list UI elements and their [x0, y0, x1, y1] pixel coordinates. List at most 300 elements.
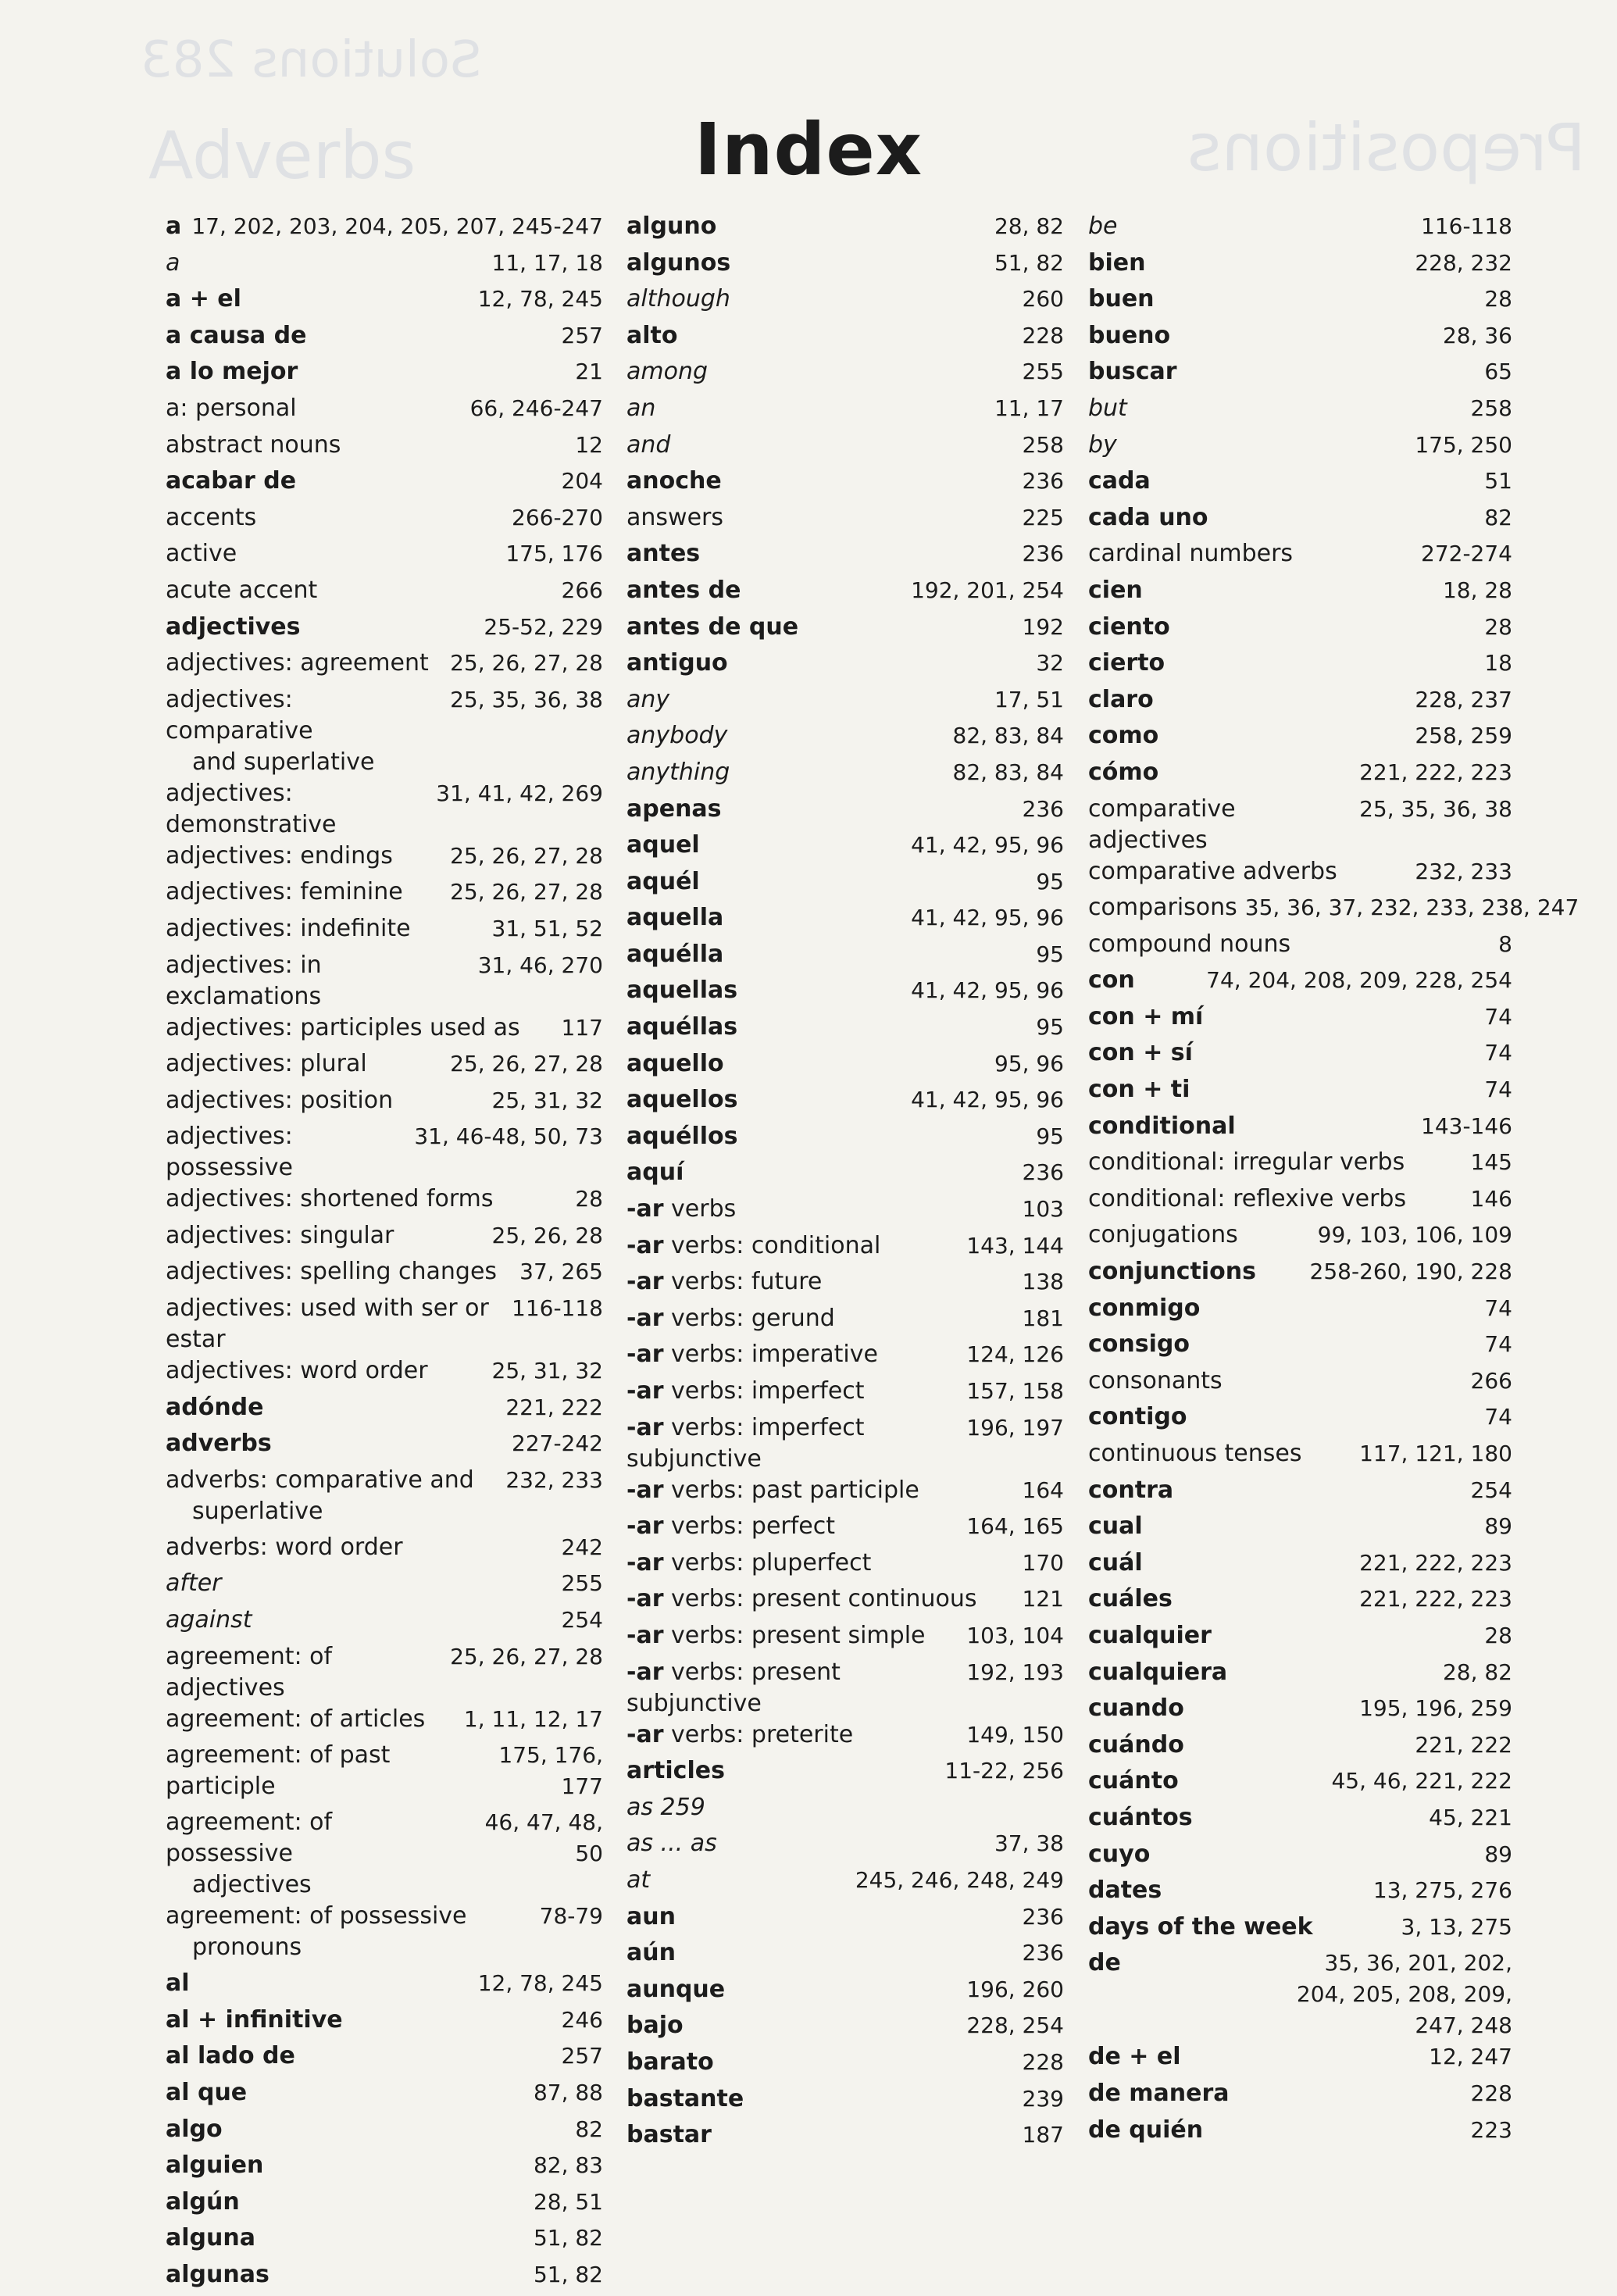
index-term-text: al + infinitive — [166, 2005, 343, 2034]
index-term-text: aquello — [626, 1049, 724, 1077]
index-page-numbers: 116-118 — [1421, 213, 1512, 239]
index-term-text: an — [626, 394, 656, 422]
index-entry — [1088, 430, 1512, 466]
index-entry — [166, 1256, 603, 1293]
index-page-numbers: 25, 26, 27, 28 — [450, 650, 603, 677]
index-page-numbers: 31, 41, 42, 269 — [436, 780, 603, 806]
index-term — [1088, 2078, 1237, 2109]
index-entry — [1088, 320, 1512, 357]
index-term-text: aquella — [626, 904, 724, 932]
index-term — [166, 1355, 436, 1387]
index-entry — [166, 913, 603, 950]
index-term — [626, 1157, 691, 1188]
index-term — [626, 648, 736, 679]
index-term-text: verbs: imperfect — [663, 1377, 865, 1405]
index-entry — [166, 1184, 603, 1220]
index-entry — [1088, 1693, 1512, 1730]
index-entry — [1088, 1002, 1512, 1038]
index-entry — [166, 284, 603, 320]
index-entry — [626, 1901, 1064, 1938]
index-term — [166, 1256, 505, 1287]
index-term — [1088, 648, 1173, 679]
verb-ending-prefix: -ar — [626, 1621, 664, 1649]
index-entry — [1088, 1657, 1512, 1694]
index-term-text: cien — [1088, 576, 1143, 604]
index-term-text: al lado de — [166, 2042, 295, 2070]
index-entry — [1088, 1256, 1512, 1293]
verb-ending-prefix: -ar — [626, 1231, 664, 1259]
index-term-text: conditional: reflexive verbs — [1088, 1184, 1407, 1212]
index-page-numbers: 175, 176 — [505, 541, 603, 567]
index-entry — [626, 1121, 1064, 1158]
index-page-numbers: 204 — [561, 468, 603, 495]
index-term-text: a causa de — [166, 321, 307, 349]
verb-ending-prefix: -ar — [626, 1413, 664, 1441]
index-page-numbers: 99, 103, 106, 109 — [1317, 1222, 1512, 1248]
index-term — [626, 211, 724, 242]
index-term-text: agreement: of possessive — [166, 1902, 467, 1930]
index-page-numbers: 25-52, 229 — [484, 613, 603, 640]
index-entry — [626, 794, 1064, 830]
index-entry — [1088, 2041, 1512, 2078]
index-term — [1088, 1293, 1208, 1324]
index-entry — [1088, 466, 1512, 502]
index-entry — [626, 1828, 1064, 1865]
index-term — [166, 841, 401, 872]
index-page-numbers: 35, 36, 201, 202, 204, 205, 208, 209, 247, 248 — [1296, 1950, 1512, 2039]
index-page-numbers: 236 — [1022, 541, 1064, 567]
index-term-text: cuándo — [1088, 1730, 1184, 1759]
index-term — [1088, 856, 1345, 887]
index-page-numbers: 28 — [1484, 613, 1512, 640]
index-term-text: cada — [1088, 467, 1151, 495]
verb-ending-prefix: -ar — [626, 1476, 664, 1504]
index-entry — [1088, 356, 1512, 393]
index-term-text: claro — [1088, 685, 1154, 713]
index-term — [166, 950, 478, 1012]
index-term-text: verbs: conditional — [663, 1231, 881, 1259]
index-page-numbers: 28 — [1484, 286, 1512, 312]
index-term-text: adjectives — [166, 612, 301, 641]
index-page-numbers: 46, 47, 48, 50 — [484, 1809, 603, 1867]
index-term — [166, 1121, 414, 1184]
index-entry — [166, 2041, 603, 2077]
index-term-text: verbs: past participle — [663, 1476, 919, 1504]
index-term — [626, 1937, 684, 1969]
index-page-numbers: 254 — [561, 1607, 603, 1634]
index-term — [166, 284, 249, 315]
index-entry — [166, 2259, 603, 2296]
index-term — [626, 902, 731, 934]
index-term — [166, 2114, 230, 2145]
index-entry — [1088, 2078, 1512, 2115]
index-term-text: agreement: of articles — [166, 1705, 426, 1733]
index-page-numbers: 74 — [1484, 1404, 1512, 1430]
index-term — [166, 2259, 277, 2291]
index-term-text: cuánto — [1088, 1767, 1179, 1795]
page-title: Index — [694, 108, 923, 191]
index-entry — [626, 393, 1064, 430]
index-entry — [626, 1012, 1064, 1048]
index-entry — [1088, 794, 1512, 856]
index-entry — [626, 648, 1064, 684]
index-term-text: aunque — [626, 1975, 726, 2003]
index-term — [166, 1740, 470, 1802]
index-page-numbers: 236 — [1022, 468, 1064, 495]
index-column-2 — [626, 211, 1064, 2156]
index-page-numbers: 12, 78, 245 — [477, 1970, 603, 1997]
index-page-numbers: 41, 42, 95, 96 — [911, 905, 1064, 931]
index-page-numbers: 51, 82 — [533, 2225, 603, 2251]
index-term — [1088, 929, 1298, 960]
index-entry — [1088, 1037, 1512, 1074]
index-term — [166, 1807, 462, 1901]
index-term — [626, 248, 738, 279]
index-term — [1088, 1329, 1198, 1360]
index-page-numbers: 192, 193 — [966, 1659, 1064, 1685]
index-term-text: answers — [626, 503, 723, 531]
index-term — [1088, 356, 1185, 387]
index-term-text: conditional — [1088, 1112, 1236, 1140]
index-page-numbers: 13, 275, 276 — [1372, 1877, 1512, 1904]
index-entry — [166, 320, 603, 357]
index-page-numbers: 95, 96 — [994, 1050, 1064, 1077]
index-entry — [626, 1339, 1064, 1376]
index-term — [626, 1412, 966, 1475]
index-entry — [626, 430, 1064, 466]
index-entry — [166, 1048, 603, 1085]
index-term — [626, 720, 735, 752]
index-term — [166, 575, 325, 606]
index-term-text: verbs: imperfect subjunctive — [626, 1413, 865, 1473]
index-term — [626, 1012, 745, 1043]
index-page-numbers: 272-274 — [1421, 541, 1512, 567]
index-entry — [626, 1230, 1064, 1267]
index-page-numbers: 28, 51 — [533, 2188, 603, 2215]
index-term-text: a — [166, 248, 180, 277]
index-term-text: agreement: of past participle — [166, 1741, 391, 1801]
index-term — [626, 1792, 713, 1823]
index-page-numbers: 143-146 — [1421, 1112, 1512, 1139]
index-page-numbers: 25, 26, 27, 28 — [450, 842, 603, 869]
index-term — [626, 1266, 830, 1298]
index-term-text: conditional: irregular verbs — [1088, 1148, 1405, 1177]
index-entry — [626, 1584, 1064, 1620]
index-entry — [626, 975, 1064, 1012]
index-term-text: as ... as — [626, 1830, 717, 1858]
index-term-text: agreement: of possessive — [166, 1809, 333, 1868]
index-term — [1088, 1875, 1169, 1906]
index-term — [1088, 1475, 1181, 1506]
index-page-numbers: 143, 144 — [966, 1232, 1064, 1259]
index-term — [626, 1303, 843, 1334]
index-column-3 — [1088, 211, 1580, 2151]
index-term-text: alguno — [626, 212, 717, 240]
index-term-text: con + sí — [1088, 1039, 1193, 1067]
index-term-text: consonants — [1088, 1366, 1223, 1394]
index-term — [626, 320, 685, 352]
index-term-text: conjunctions — [1088, 1258, 1256, 1286]
index-page-numbers: 74, 204, 208, 209, 228, 254 — [1206, 967, 1512, 994]
index-page-numbers: 35, 36, 37, 232, 233, 238, 247 — [1244, 894, 1580, 921]
index-term — [1088, 1912, 1321, 1943]
index-page-numbers: 175, 250 — [1415, 431, 1512, 458]
index-term — [166, 1605, 260, 1636]
index-term — [166, 913, 419, 944]
index-term-text: algún — [166, 2187, 240, 2216]
verb-ending-prefix: -ar — [626, 1720, 664, 1748]
index-entry — [166, 1293, 603, 1355]
index-page-numbers: 25, 31, 32 — [491, 1087, 603, 1113]
index-term-text: apenas — [626, 794, 722, 823]
index-term — [1088, 502, 1216, 534]
index-term — [626, 1230, 888, 1262]
index-page-numbers: 82 — [575, 2116, 603, 2142]
index-page-numbers: 221, 222, 223 — [1359, 1586, 1512, 1612]
index-term-continuation: adjectives — [192, 1871, 312, 1899]
index-term-text: aquélla — [626, 940, 724, 968]
index-entry — [1088, 1620, 1512, 1657]
index-page-numbers: 239 — [1022, 2085, 1064, 2112]
index-term-text: verbs: present simple — [663, 1621, 926, 1649]
index-entry — [626, 902, 1064, 939]
index-term-text: days of the week — [1088, 1912, 1313, 1941]
index-entry — [1088, 1548, 1512, 1584]
index-page-numbers: 28, 36 — [1442, 322, 1512, 348]
index-entry — [626, 612, 1064, 648]
index-entry — [166, 211, 603, 248]
index-page-numbers: 1, 11, 12, 17 — [463, 1705, 603, 1732]
index-term — [626, 1974, 733, 2005]
index-term — [166, 466, 304, 497]
index-term — [1088, 684, 1162, 716]
index-term-continuation: and superlative — [192, 748, 375, 776]
index-page-numbers: 28 — [1484, 1622, 1512, 1648]
index-entry — [626, 466, 1064, 502]
index-term-text: acute accent — [166, 576, 318, 604]
index-page-numbers: 12, 247 — [1429, 2044, 1512, 2070]
index-term-text: adverbs: word order — [166, 1533, 403, 1561]
index-page-numbers: 196, 260 — [966, 1976, 1064, 2002]
index-term — [166, 648, 437, 679]
index-page-numbers: 146 — [1470, 1185, 1512, 1212]
index-entry — [166, 841, 603, 877]
index-term-text: anything — [626, 758, 730, 786]
index-term-text: buen — [1088, 285, 1155, 313]
index-entry — [1088, 502, 1512, 539]
index-page-numbers: 18 — [1484, 650, 1512, 677]
index-entry — [626, 866, 1064, 903]
index-page-numbers: 254 — [1470, 1477, 1512, 1503]
index-page-numbers: 232, 233 — [505, 1466, 603, 1493]
index-term — [626, 1584, 984, 1615]
index-entry — [166, 1465, 603, 1532]
index-term — [626, 2010, 691, 2041]
index-term — [626, 502, 731, 534]
index-term-text: adjectives: indefinite — [166, 914, 411, 942]
index-term-text: verbs: pluperfect — [663, 1548, 872, 1576]
index-term-text: aún — [626, 1939, 676, 1967]
index-page-numbers: 117 — [561, 1014, 603, 1041]
index-term — [1088, 538, 1301, 570]
index-entry — [626, 1157, 1064, 1194]
index-column-1 — [166, 211, 603, 2296]
index-entry — [626, 575, 1064, 612]
verb-ending-prefix: -ar — [626, 1658, 664, 1686]
index-term-text: aquellas — [626, 977, 738, 1005]
index-page-numbers: 95 — [1036, 941, 1064, 967]
index-page-numbers: 242 — [561, 1534, 603, 1560]
index-term — [626, 1755, 733, 1787]
index-term-text: comparative adverbs — [1088, 857, 1337, 885]
index-page-numbers: 175, 176, 177 — [498, 1742, 603, 1800]
index-term-text: cuántos — [1088, 1803, 1193, 1831]
verb-ending-prefix: -ar — [626, 1548, 664, 1576]
index-page-numbers: 12, 78, 245 — [477, 286, 603, 312]
index-term — [166, 1428, 280, 1459]
index-page-numbers: 82, 83 — [533, 2152, 603, 2179]
index-entry — [166, 950, 603, 1012]
index-page-numbers: 95 — [1036, 1123, 1064, 1149]
index-term — [626, 830, 708, 861]
index-term-text: comparisons — [1088, 894, 1237, 922]
index-term — [1088, 320, 1178, 352]
index-page-numbers: 95 — [1036, 1014, 1064, 1041]
index-entry — [166, 1740, 603, 1807]
index-entry — [166, 1605, 603, 1641]
index-term — [626, 1719, 861, 1751]
index-term-text: antes de — [626, 576, 741, 604]
index-term-text: con — [1088, 966, 1135, 994]
index-term — [626, 1828, 725, 1859]
index-term-text: adjectives: shortened forms — [166, 1185, 494, 1213]
index-page-numbers: 228 — [1022, 322, 1064, 348]
index-term — [166, 1968, 198, 1999]
index-term-text: consigo — [1088, 1330, 1190, 1359]
index-term-text: articles — [626, 1757, 725, 1785]
index-entry — [626, 684, 1064, 721]
index-term-text: abstract nouns — [166, 430, 341, 459]
index-term-text: adónde — [166, 1393, 264, 1421]
index-term-text: verbs: present continuous — [663, 1585, 977, 1613]
index-term — [1088, 1256, 1264, 1287]
index-entry — [166, 2005, 603, 2041]
verb-ending-prefix: -ar — [626, 1304, 664, 1332]
index-term-text: barato — [626, 2048, 714, 2076]
index-term — [1088, 1548, 1151, 1579]
index-page-numbers: 103 — [1022, 1196, 1064, 1223]
index-term — [1088, 1802, 1201, 1834]
index-page-numbers: 51, 82 — [533, 2261, 603, 2287]
index-page-numbers: 124, 126 — [966, 1341, 1064, 1368]
index-entry — [166, 1085, 603, 1122]
index-entry — [626, 1266, 1064, 1303]
index-entry — [1088, 856, 1512, 893]
index-term — [166, 356, 305, 387]
index-term-text: algunas — [166, 2260, 270, 2288]
index-term — [166, 1085, 401, 1116]
index-term-text: ciento — [1088, 612, 1170, 641]
index-term-text: cardinal numbers — [1088, 540, 1294, 568]
index-term — [1088, 794, 1359, 856]
index-entry — [1088, 1147, 1512, 1184]
index-page-numbers: 87, 88 — [533, 2080, 603, 2105]
index-entry — [1088, 684, 1512, 721]
index-term-text: although — [626, 285, 730, 313]
index-term — [166, 1184, 501, 1215]
index-term — [1088, 1402, 1194, 1433]
index-entry — [1088, 393, 1512, 430]
index-page-numbers: 116-118 — [512, 1295, 603, 1322]
index-entry — [626, 284, 1064, 320]
index-term-text: cada uno — [1088, 503, 1208, 531]
index-entry — [166, 575, 603, 612]
index-term-text: conmigo — [1088, 1294, 1201, 1322]
index-term-text: adjectives: demonstrative — [166, 779, 337, 838]
index-term — [1088, 1511, 1151, 1542]
index-term-text: anoche — [626, 467, 722, 495]
index-page-numbers: 236 — [1022, 795, 1064, 822]
index-term-text: aquéllos — [626, 1122, 738, 1150]
index-term-text: de + el — [1088, 2043, 1181, 2071]
index-page-numbers: 74 — [1484, 1040, 1512, 1066]
index-term-text: adjectives: participles used as — [166, 1013, 520, 1041]
index-term-text: dates — [1088, 1876, 1162, 1905]
index-term — [626, 1121, 745, 1152]
index-page-numbers: 45, 221 — [1429, 1804, 1512, 1830]
verb-ending-prefix: -ar — [626, 1268, 664, 1296]
index-entry — [166, 778, 603, 841]
index-term-text: cómo — [1088, 758, 1159, 786]
verb-ending-prefix: -ar — [626, 1585, 664, 1613]
index-term — [1088, 965, 1143, 996]
index-page-numbers: 225 — [1022, 504, 1064, 530]
index-term — [166, 1641, 450, 1704]
index-entry — [1088, 284, 1512, 320]
index-term — [166, 502, 264, 534]
index-term-text: buscar — [1088, 358, 1177, 386]
bleed-through-text: Solutions 283 — [141, 31, 482, 89]
index-term-text: al que — [166, 2079, 248, 2106]
index-page-numbers: 21 — [575, 359, 603, 385]
index-entry — [1088, 1402, 1512, 1438]
index-term-text: de — [1088, 1949, 1121, 1977]
index-page-numbers: 221, 222, 223 — [1359, 759, 1512, 785]
index-entry — [1088, 612, 1512, 648]
index-entry — [1088, 575, 1512, 612]
index-entry — [1088, 1366, 1512, 1402]
index-page-numbers: 74 — [1484, 1294, 1512, 1321]
index-page-numbers: 149, 150 — [966, 1721, 1064, 1748]
index-entry — [166, 393, 603, 430]
index-page-numbers: 11, 17 — [994, 395, 1064, 421]
index-entry — [166, 1704, 603, 1741]
index-term — [166, 211, 189, 242]
index-entry — [626, 757, 1064, 794]
index-entry — [1088, 648, 1512, 684]
index-term-text: cualquiera — [1088, 1658, 1228, 1686]
verb-ending-prefix: -ar — [626, 1341, 664, 1369]
index-page-numbers: 157, 158 — [966, 1378, 1064, 1404]
index-term-text: be — [1088, 212, 1118, 240]
index-term — [626, 1475, 927, 1506]
index-entry — [1088, 1511, 1512, 1548]
index-entry — [1088, 1438, 1512, 1475]
index-term-text: con + ti — [1088, 1076, 1190, 1104]
index-page-numbers: 8 — [1498, 930, 1512, 957]
index-page-numbers: 25, 26, 27, 28 — [450, 879, 603, 905]
index-term — [1088, 757, 1166, 788]
